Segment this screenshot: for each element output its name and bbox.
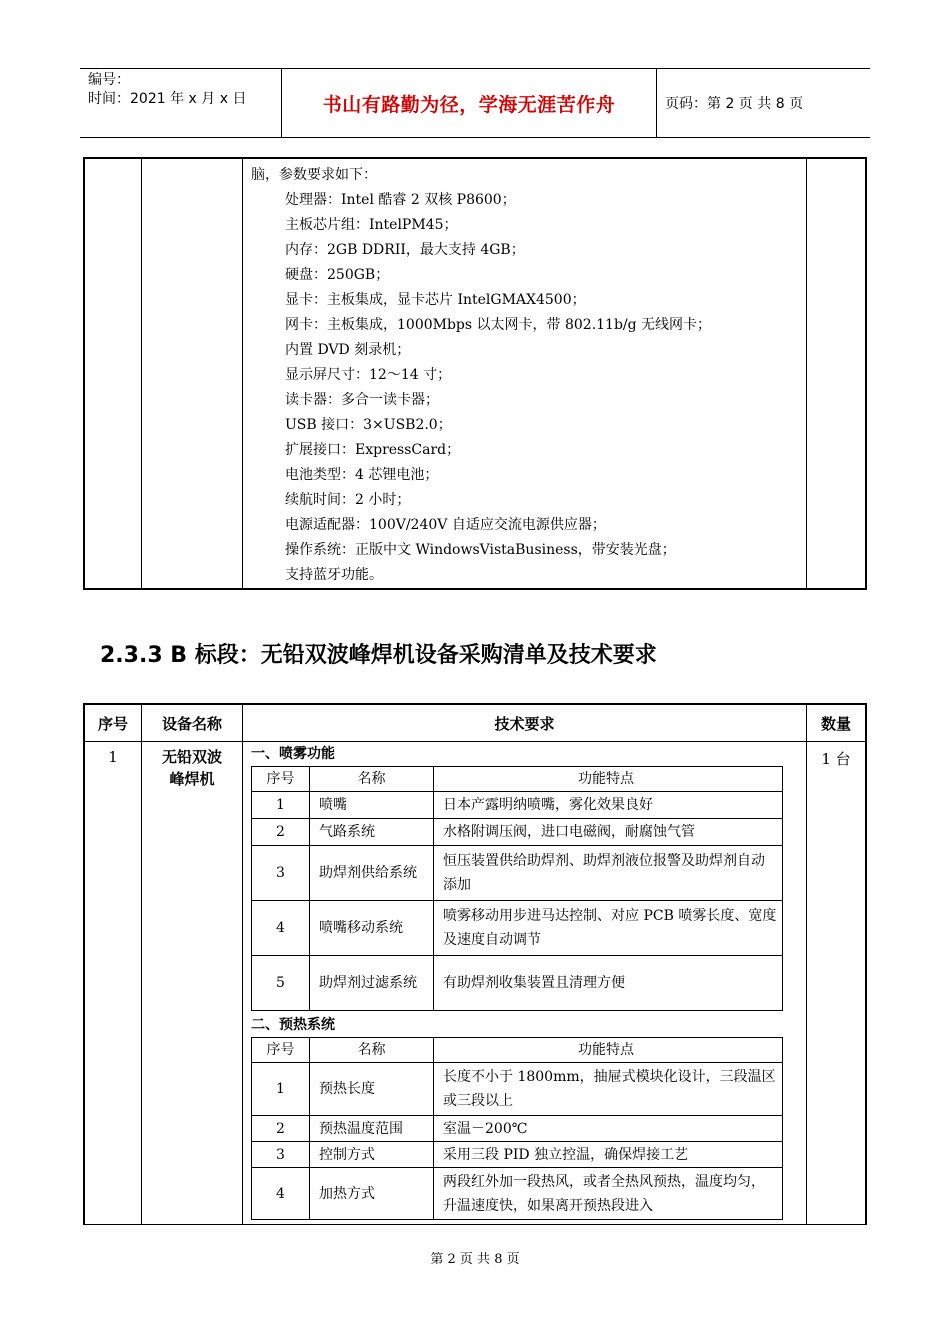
continuation-index-cell: [84, 158, 142, 589]
procurement-table: [83, 703, 867, 1225]
feature-name: 气路系统: [310, 819, 434, 846]
feature-description: 长度不小于 1800mm，抽屉式模块化设计，三段温区或三段以上: [434, 1063, 783, 1116]
table-row: [252, 1063, 783, 1116]
table-row: [252, 819, 783, 846]
row-device-name: [142, 742, 243, 1225]
feature-description: 两段红外加一段热风，或者全热风预热，温度均匀，升温速度快，如果离开预热段进入: [434, 1168, 783, 1220]
spray-feature-table: [251, 766, 783, 1011]
spec-line: 网卡：主板集成，1000Mbps 以太网卡，带 802.11b/g 无线网卡；: [285, 317, 712, 333]
feature-index: 1: [252, 792, 310, 819]
spec-line: 显示屏尺寸：12～14 寸；: [285, 367, 452, 383]
continuation-table: [83, 157, 867, 590]
spec-line: 电源适配器：100V/240V 自适应交流电源供应器；: [285, 517, 606, 533]
table-row: [252, 846, 783, 901]
feature-description: 有助焊剂收集装置且清理方便: [434, 956, 783, 1011]
device-name-line: 无铅双波: [161, 748, 222, 766]
row-requirements: [243, 742, 807, 1225]
sub-header-row: [252, 1038, 783, 1063]
spec-line: 内存：2GB DDRII，最大支持 4GB；: [285, 242, 525, 258]
preheat-section-title: 二、预热系统: [251, 1017, 335, 1033]
col-header-requirements: 技术要求: [243, 704, 807, 742]
feature-name: 控制方式: [310, 1142, 434, 1168]
spec-line: 读卡器：多合一读卡器；: [285, 392, 439, 408]
spec-line: 显卡：主板集成，显卡芯片 IntelGMAX4500；: [285, 292, 586, 308]
col-header-quantity: 数量: [807, 704, 867, 742]
feature-name: 预热温度范围: [310, 1116, 434, 1142]
sub-header-feature: 功能特点: [434, 767, 783, 792]
header-motto: 书山有路勤为径，学海无涯苦作舟: [282, 69, 657, 137]
feature-description: 采用三段 PID 独立控温，确保焊接工艺: [434, 1142, 783, 1168]
spec-line: 电池类型：4 芯锂电池；: [285, 467, 439, 483]
sub-header-index: 序号: [252, 767, 310, 792]
feature-name: 预热长度: [310, 1063, 434, 1116]
feature-name: 喷嘴移动系统: [310, 901, 434, 956]
sub-header-feature: 功能特点: [434, 1038, 783, 1063]
spec-line: 扩展接口：ExpressCard；: [285, 442, 461, 458]
section-heading: 2.3.3 B 标段：无铅双波峰焊机设备采购清单及技术要求: [100, 643, 657, 668]
feature-index: 2: [252, 819, 310, 846]
spec-line: 续航时间：2 小时；: [285, 492, 411, 508]
sub-header-name: 名称: [310, 1038, 434, 1063]
feature-index: 4: [252, 901, 310, 956]
table-header-row: [84, 704, 866, 742]
continuation-name-cell: [142, 158, 243, 589]
page-header: [80, 68, 870, 138]
col-header-index: 序号: [84, 704, 142, 742]
number-label: 编号：: [88, 72, 130, 88]
table-row: [84, 742, 866, 1225]
sub-header-index: 序号: [252, 1038, 310, 1063]
preheat-feature-table: [251, 1037, 783, 1220]
header-meta: [80, 69, 282, 137]
table-row: [252, 1168, 783, 1220]
spec-line: 内置 DVD 刻录机；: [285, 342, 411, 358]
spec-intro: 脑，参数要求如下：: [251, 167, 377, 183]
continuation-qty-cell: [807, 158, 867, 589]
feature-name: 喷嘴: [310, 792, 434, 819]
spec-line: 操作系统：正版中文 WindowsVistaBusiness，带安装光盘；: [285, 542, 676, 558]
row-index: 1: [84, 742, 142, 1225]
feature-index: 3: [252, 1142, 310, 1168]
time-label: 时间：2021 年 x 月 x 日: [88, 91, 247, 107]
feature-index: 4: [252, 1168, 310, 1220]
table-row: [252, 1142, 783, 1168]
feature-name: 助焊剂供给系统: [310, 846, 434, 901]
feature-index: 2: [252, 1116, 310, 1142]
table-row: [252, 956, 783, 1011]
spec-line: 硬盘：250GB；: [285, 267, 390, 283]
feature-description: 水格附调压阀，进口电磁阀，耐腐蚀气管: [434, 819, 783, 846]
row-quantity: 1 台: [807, 742, 867, 1225]
device-name-line: 峰焊机: [169, 770, 215, 788]
feature-index: 3: [252, 846, 310, 901]
table-row: [252, 792, 783, 819]
table-row: [252, 901, 783, 956]
sub-header-row: [252, 767, 783, 792]
continuation-spec-cell: [243, 158, 807, 589]
spec-line: USB 接口：3×USB2.0；: [285, 417, 452, 433]
feature-index: 5: [252, 956, 310, 1011]
feature-description: 日本产露明纳喷嘴，雾化效果良好: [434, 792, 783, 819]
spec-line: 主板芯片组：IntelPM45；: [285, 217, 458, 233]
feature-description: 室温－200℃: [434, 1116, 783, 1142]
table-row: [252, 1116, 783, 1142]
feature-name: 加热方式: [310, 1168, 434, 1220]
feature-description: 喷雾移动用步进马达控制、对应 PCB 喷雾长度、宽度及速度自动调节: [434, 901, 783, 956]
feature-description: 恒压装置供给助焊剂、助焊剂液位报警及助焊剂自动添加: [434, 846, 783, 901]
header-page-info: 页码：第 2 页 共 8 页: [665, 96, 804, 112]
spec-line: 支持蓝牙功能。: [285, 567, 383, 583]
feature-index: 1: [252, 1063, 310, 1116]
col-header-name: 设备名称: [142, 704, 243, 742]
spec-line: 处理器：Intel 酷睿 2 双核 P8600；: [285, 192, 516, 208]
sub-header-name: 名称: [310, 767, 434, 792]
page-footer: 第 2 页 共 8 页: [430, 1252, 520, 1267]
spray-section-title: 一、喷雾功能: [251, 746, 335, 762]
feature-name: 助焊剂过滤系统: [310, 956, 434, 1011]
